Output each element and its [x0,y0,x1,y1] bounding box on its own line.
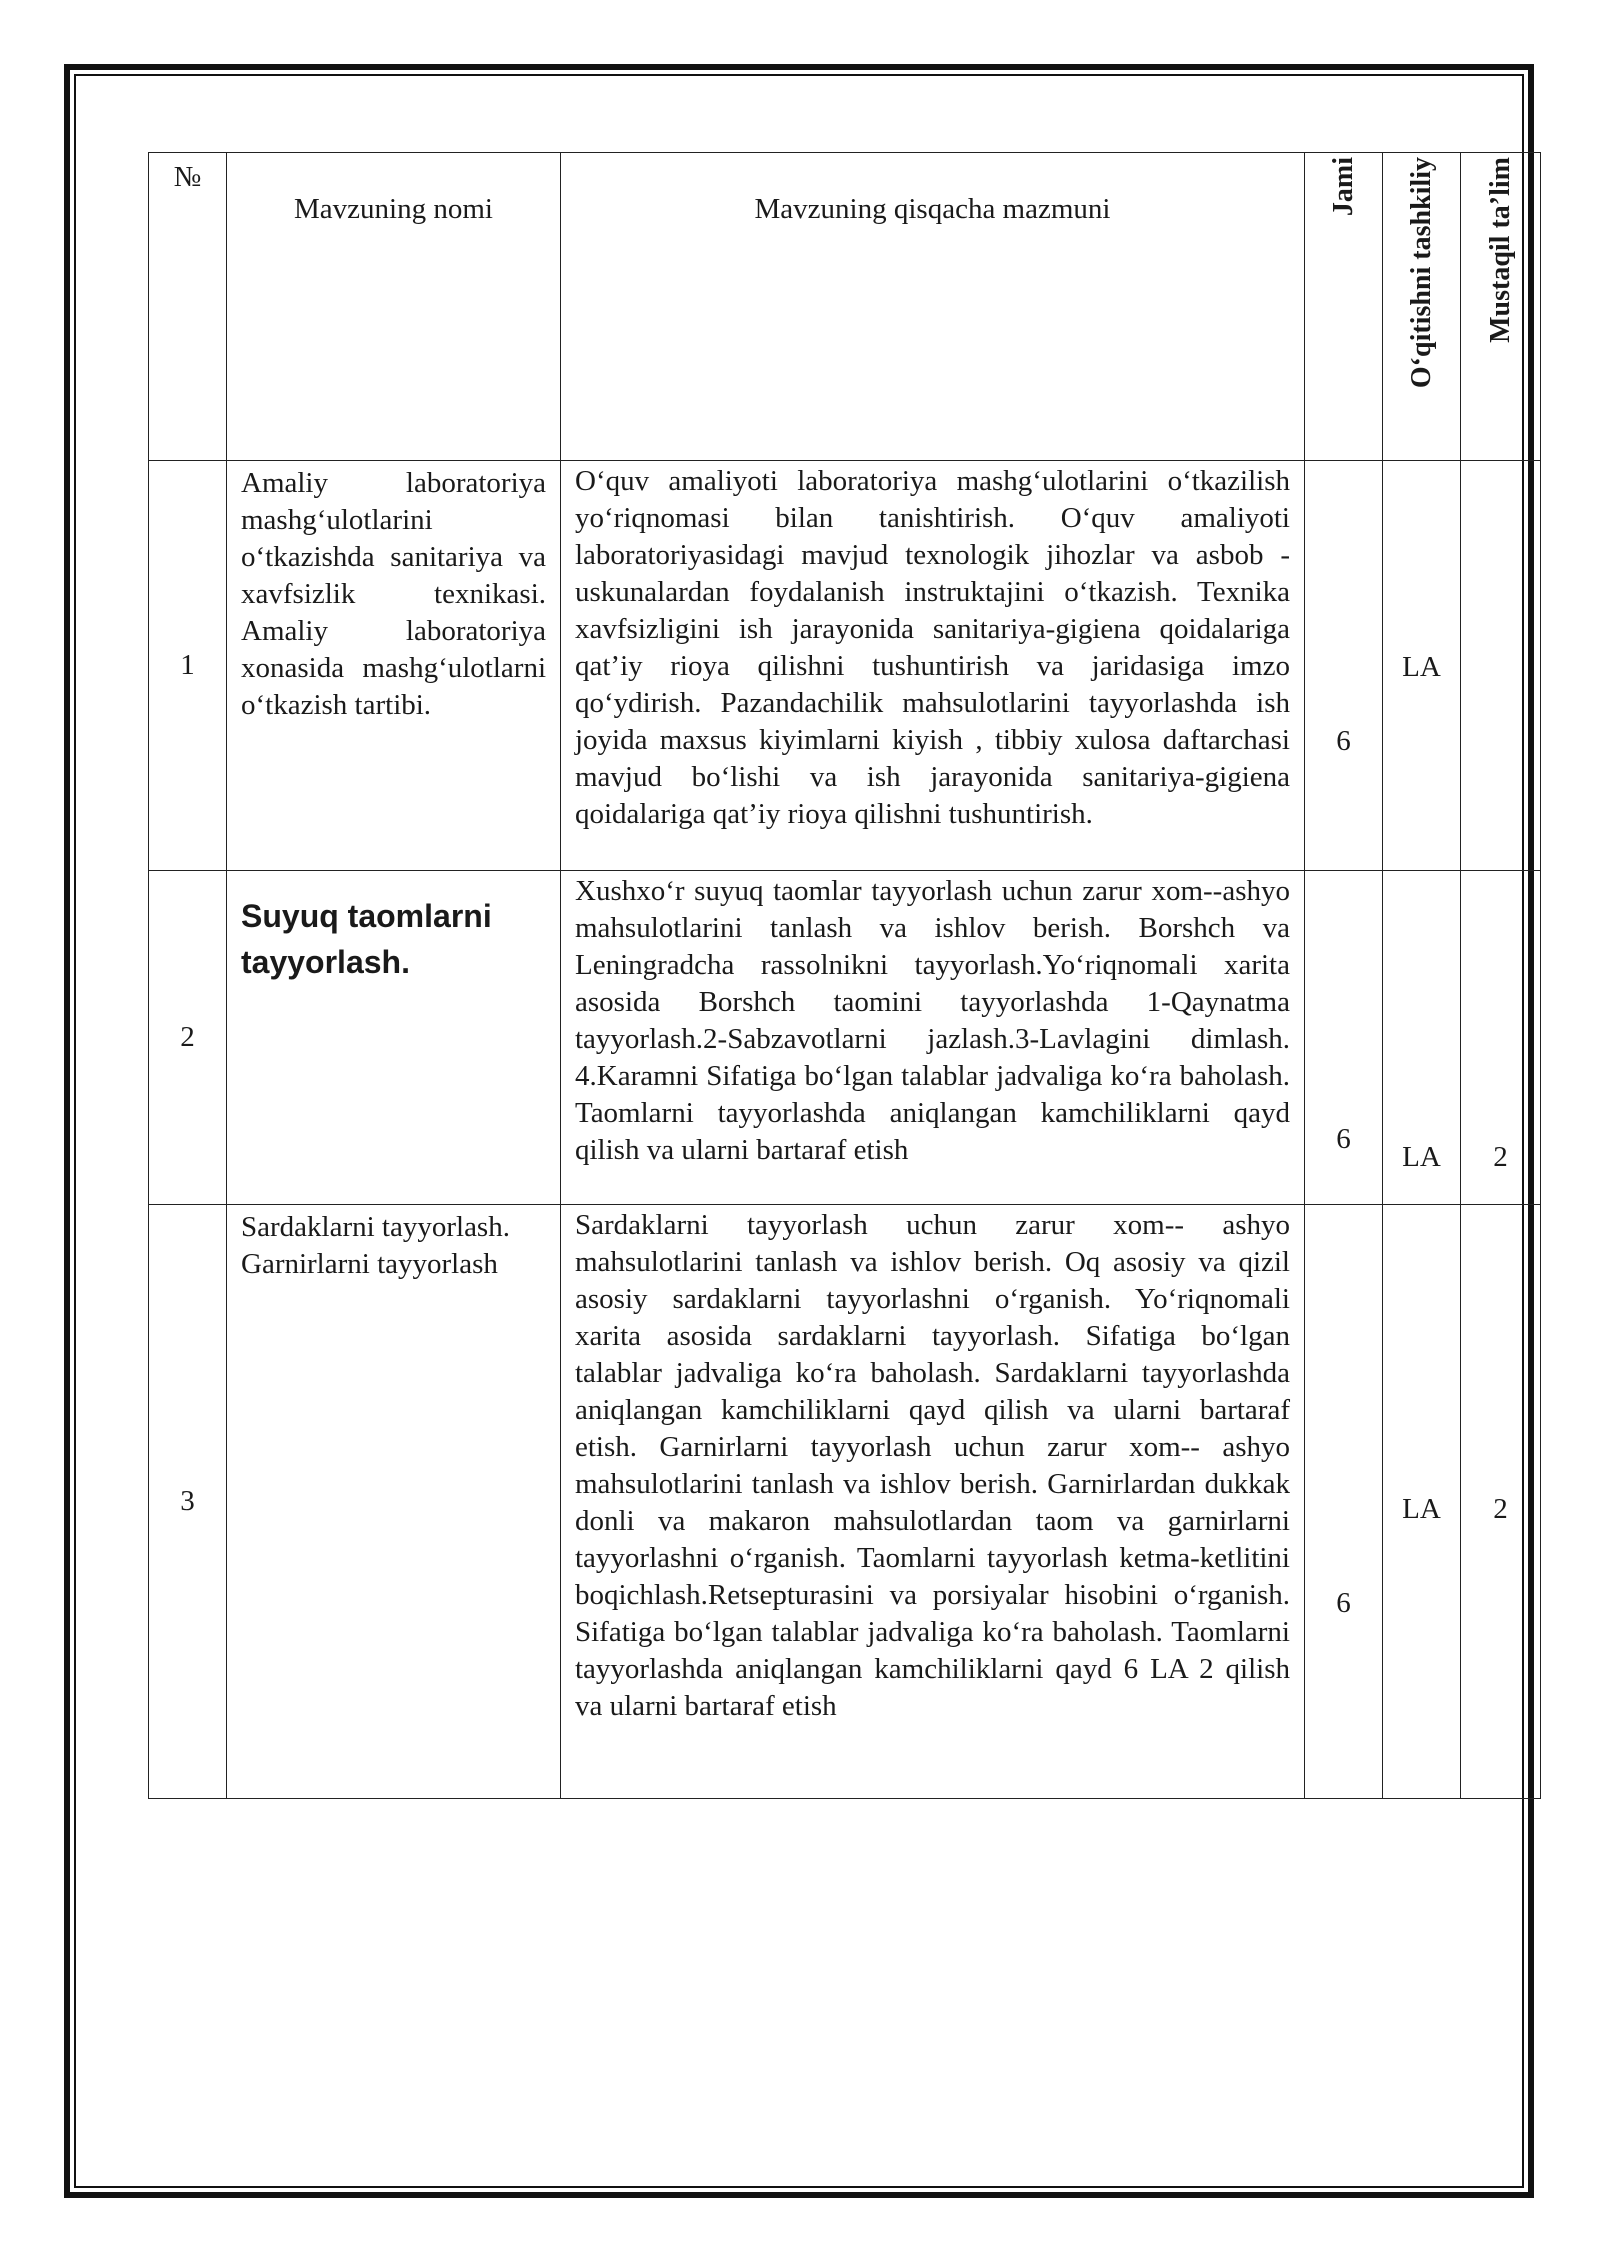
row-number: 2 [149,871,227,1205]
header-independent: Mustaqil ta’lim [1484,157,1516,343]
table-header-row [149,153,1541,461]
total-hours: 6 [1336,1587,1351,1619]
independent-hours-cell [1461,461,1541,871]
header-total: Jami [1327,157,1359,217]
topic-name: Sardaklarni tayyorlash. Garnirlarni tayyorlash [227,1205,561,1799]
row-number: 3 [149,1205,227,1799]
independent-hours: 2 [1493,1141,1508,1173]
total-hours-cell [1305,461,1383,871]
total-hours-cell [1305,1205,1383,1799]
topic-name: Suyuq taomlarni tayyorlash. [227,871,561,1205]
curriculum-table [148,152,1541,1799]
teacher-type: LA [1402,1141,1441,1173]
table-row [149,871,1541,1205]
header-topic-description: Mavzuning qisqacha mazmuni [561,153,1305,461]
header-number: № [149,153,227,461]
independent-hours: 2 [1493,1493,1508,1525]
header-teacher-cell [1383,153,1461,461]
independent-hours-cell [1461,1205,1541,1799]
topic-description: Sardaklarni tayyorlash uchun zarur xom-- ashyo mahsulotlarini tanlash va ishlov berish. Oq asosiy va qizil asosiy sardaklarni tayyorlashni o‘rganish. Yo‘riqnomali xarita asosida sardaklarni tayyorlash. Sifatiga bo‘lgan talablar jadvaliga ko‘ra baholash. Sardaklarni tayyorlashda aniqlangan kamchiliklarni qayd qilish va ularni bartaraf etish. Garnirlarni tayyorlash uchun zarur xom-- ashyo mahsulotlarini tanlash va ishlov berish. Garnirlardan dukkak donli va makaron mahsulotlardan taom va garnirlarni tayyorlashni o‘rganish. Taomlarni tayyorlash ketma-ketlitini boqichlash.Retsepturasini va porsiyalar hisobini o‘rganish. Sifatiga bo‘lgan talablar jadvaliga ko‘ra baholash. Taomlarni tayyorlashda aniqlangan kamchiliklarni qayd 6 LA 2 qilish va ularni bartaraf etish [561,1205,1305,1799]
total-hours-cell [1305,871,1383,1205]
topic-name: Amaliy laboratoriya mashg‘ulotlarini o‘tkazishda sanitariya va xavfsizlik texnikasi. Amaliy laboratoriya xonasida mashg‘ulotlarni o‘tkazish tartibi. [227,461,561,871]
header-total-cell [1305,153,1383,461]
teacher-type: LA [1402,651,1441,683]
teacher-type-cell [1383,871,1461,1205]
table-row [149,461,1541,871]
topic-description: Xushxo‘r suyuq taomlar tayyorlash uchun zarur xom--ashyo mahsulotlarini tanlash va ishlov berish. Borshch va Leningradcha rassolnikni tayyorlash.Yo‘riqnomali xarita asosida Borshch taomini tayyorlashda 1-Qaynatma tayyorlash.2-Sabzavotlarni jazlash.3-Lavlagini dimlash. 4.Karamni Sifatiga bo‘lgan talablar jadvaliga ko‘ra baholash. Taomlarni tayyorlashda aniqlangan kamchiliklarni qayd qilish va ularni bartaraf etish [561,871,1305,1205]
total-hours: 6 [1336,1123,1351,1155]
teacher-type-cell [1383,461,1461,871]
header-teacher: O‘qitishni tashkiliy [1405,157,1437,389]
header-topic-name: Mavzuning nomi [227,153,561,461]
independent-hours-cell [1461,871,1541,1205]
table-row [149,1205,1541,1799]
topic-description: O‘quv amaliyoti laboratoriya mashg‘ulotlarini o‘tkazilish yo‘riqnomasi bilan tanishtirish. O‘quv amaliyoti laboratoriyasidagi mavjud texnologik jihozlar va asbob -uskunalardan foydalanish instruktajini o‘tkazish. Texnika xavfsizligini ish jarayonida sanitariya-gigiena qoidalariga qat’iy rioya qilishni tushuntirish va jaridasiga imzo qo‘ydirish. Pazandachilik mahsulotlarini tayyorlashda ish joyida maxsus kiyimlarni kiyish , tibbiy xulosa daftarchasi mavjud bo‘lishi va ish jarayonida sanitariya-gigiena qoidalariga qat’iy rioya qilishni tushuntirish. [561,461,1305,871]
row-number: 1 [149,461,227,871]
teacher-type: LA [1402,1493,1441,1525]
total-hours: 6 [1336,725,1351,757]
header-independent-cell [1461,153,1541,461]
teacher-type-cell [1383,1205,1461,1799]
